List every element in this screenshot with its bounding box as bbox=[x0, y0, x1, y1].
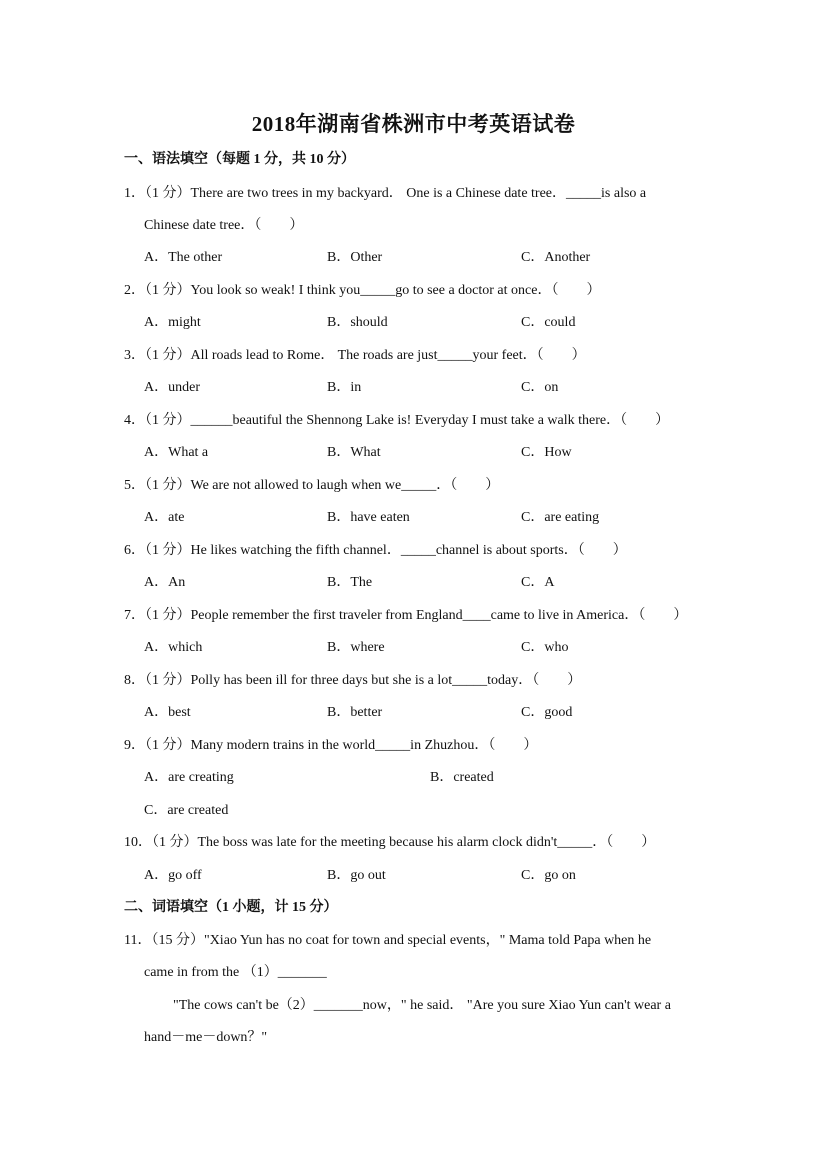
question-2-option-a: A．might bbox=[144, 315, 201, 330]
question-5-option-b: B．have eaten bbox=[327, 510, 410, 525]
question-5-option-c: C．are eating bbox=[521, 510, 600, 525]
question-3-option-c: C．on bbox=[521, 380, 559, 395]
question-7-option-b: B．where bbox=[327, 640, 385, 655]
question-2-option-c: C．could bbox=[521, 315, 576, 330]
question-7-stem: 7．（1 分）People remember the first traveler from England____came to live in America．（ ） bbox=[124, 608, 688, 623]
question-2-stem: 2．（1 分）You look so weak! I think you_____go to see a doctor at once．（ ） bbox=[124, 283, 601, 298]
question-8-option-a: A．best bbox=[144, 705, 191, 720]
question-9-option-b: B．created bbox=[430, 770, 494, 785]
page-title: 2018年湖南省株洲市中考英语试卷 bbox=[251, 112, 576, 136]
question-4-option-c: C．How bbox=[521, 445, 572, 460]
question-1-option-a: A．The other bbox=[144, 250, 223, 265]
section-heading-grammar: 一、语法填空（每题 1 分，共 10 分） bbox=[124, 152, 355, 167]
question-1-option-c: C．Another bbox=[521, 250, 591, 265]
question-10-option-a: A．go off bbox=[144, 868, 202, 883]
section-heading-vocabulary: 二、词语填空（1 小题，计 15 分） bbox=[124, 900, 338, 915]
question-5-option-a: A．ate bbox=[144, 510, 185, 525]
question-11-line-2: came in from the （1）_______ bbox=[144, 965, 327, 980]
question-1-option-b: B．Other bbox=[327, 250, 383, 265]
question-6-option-a: A．An bbox=[144, 575, 186, 590]
question-7-option-a: A．which bbox=[144, 640, 203, 655]
question-9-option-c: C．are created bbox=[144, 803, 229, 818]
question-9-stem: 9．（1 分）Many modern trains in the world_____in Zhuzhou．（ ） bbox=[124, 738, 538, 753]
question-11-line-1: 11．（15 分）"Xiao Yun has no coat for town and special events，" Mama told Papa when he bbox=[124, 933, 652, 948]
question-4-option-a: A．What a bbox=[144, 445, 209, 460]
question-8-option-b: B．better bbox=[327, 705, 383, 720]
question-2-option-b: B．should bbox=[327, 315, 388, 330]
question-3-option-b: B．in bbox=[327, 380, 362, 395]
question-3-stem: 3．（1 分）All roads lead to Rome． The roads are just_____your feet．（ ） bbox=[124, 348, 586, 363]
question-9-option-a: A．are creating bbox=[144, 770, 234, 785]
question-6-stem: 6．（1 分）He likes watching the fifth channel．_____channel is about sports．（ ） bbox=[124, 543, 627, 558]
question-1-stem-cont: Chinese date tree．（ ） bbox=[144, 218, 304, 233]
question-10-option-b: B．go out bbox=[327, 868, 386, 883]
question-5-stem: 5．（1 分）We are not allowed to laugh when we_____．（ ） bbox=[124, 478, 500, 493]
question-10-stem: 10．（1 分）The boss was late for the meeting because his alarm clock didn't_____．（ ） bbox=[124, 835, 656, 850]
question-8-stem: 8．（1 分）Polly has been ill for three days but she is a lot_____today．（ ） bbox=[124, 673, 582, 688]
question-4-option-b: B．What bbox=[327, 445, 381, 460]
question-11-line-3: "The cows can't be（2）_______now，" he said． "Are you sure Xiao Yun can't wear a bbox=[173, 998, 671, 1013]
question-11-line-4: hand－me－down？" bbox=[144, 1030, 268, 1045]
question-7-option-c: C．who bbox=[521, 640, 569, 655]
question-8-option-c: C．good bbox=[521, 705, 573, 720]
question-10-option-c: C．go on bbox=[521, 868, 576, 883]
question-3-option-a: A．under bbox=[144, 380, 200, 395]
question-4-stem: 4．（1 分）______beautiful the Shennong Lake is! Everyday I must take a walk there．（ ） bbox=[124, 413, 670, 428]
question-6-option-b: B．The bbox=[327, 575, 373, 590]
question-6-option-c: C．A bbox=[521, 575, 555, 590]
question-1-stem: 1．（1 分）There are two trees in my backyard． One is a Chinese date tree．_____is also a bbox=[124, 186, 647, 201]
